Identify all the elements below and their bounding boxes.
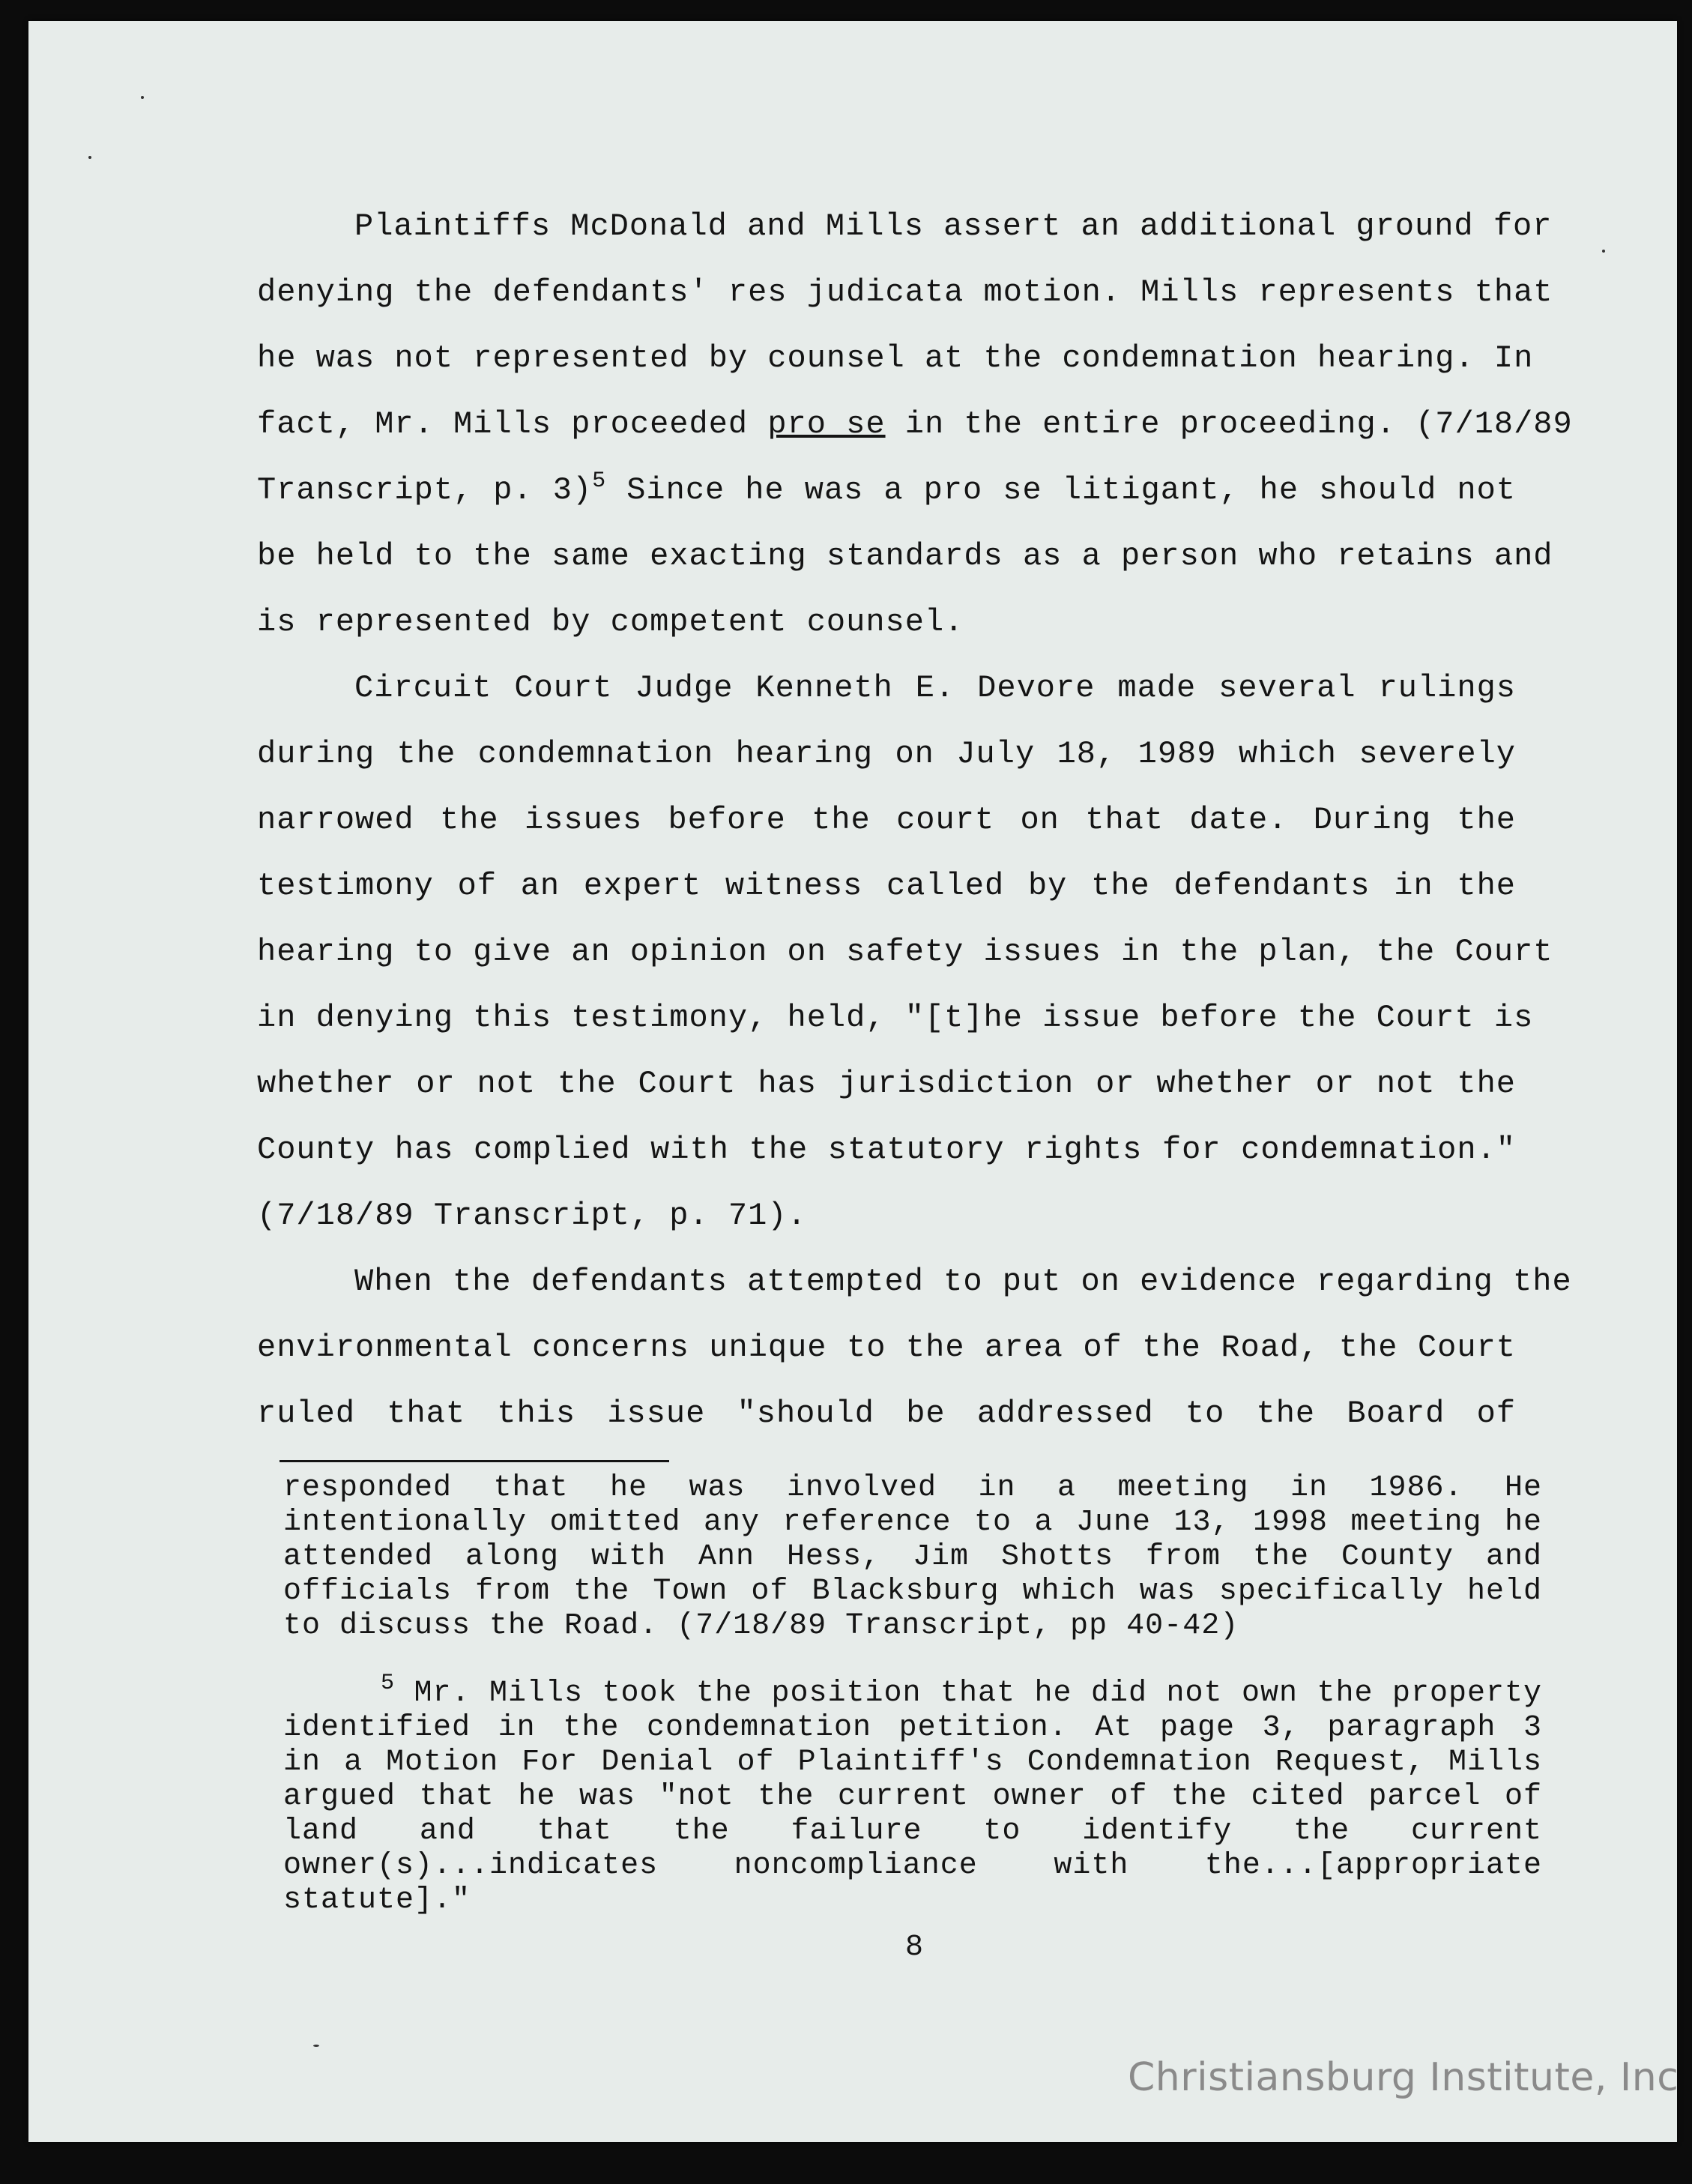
paragraph-line xyxy=(257,391,1573,457)
paragraph-line: is represented by competent counsel. xyxy=(257,604,964,640)
footnote-line: attended along with Ann Hess, Jim Shotts from the County and xyxy=(283,1540,1542,1574)
footnote-line: intentionally omitted any reference to a June 13, 1998 meeting he xyxy=(283,1506,1542,1539)
footnote-continued xyxy=(283,1471,1542,1644)
footnote-number-5: 5 xyxy=(381,1671,396,1696)
scan-speck xyxy=(1602,250,1605,253)
paragraph-line: environmental concerns unique to the area of the Road, the Court xyxy=(257,1330,1516,1366)
line-text: Transcript, p. 3) xyxy=(257,472,593,508)
footnote-line xyxy=(283,1671,1542,1711)
paragraph-line: ruled that this issue "should be addressed to the Board of xyxy=(257,1396,1516,1432)
paragraph-line xyxy=(257,457,1516,523)
paragraph-line: denying the defendants' res judicata motion. Mills represents that xyxy=(257,274,1553,310)
footnote-line: land and that the failure to identify the current xyxy=(283,1815,1542,1848)
footnote-text: Mr. Mills took the position that he did not own the property xyxy=(395,1677,1542,1710)
paragraph-line: When the defendants attempted to put on evidence regarding the xyxy=(354,1264,1572,1300)
footnote-separator xyxy=(280,1460,669,1462)
paragraph-line: (7/18/89 Transcript, p. 71). xyxy=(257,1198,807,1234)
footnote-line: in a Motion For Denial of Plaintiff's Condemnation Request, Mills xyxy=(283,1746,1542,1779)
paragraph-line: be held to the same exacting standards as a person who retains and xyxy=(257,538,1553,574)
footnotes xyxy=(283,1471,1542,1918)
footnote-line: to discuss the Road. (7/18/89 Transcript, pp 40-42) xyxy=(283,1609,1239,1643)
paragraph-line: during the condemnation hearing on July 18, 1989 which severely xyxy=(257,736,1516,772)
paragraph-line: narrowed the issues before the court on that date. During the xyxy=(257,802,1516,838)
footnote-line: officials from the Town of Blacksburg which was specifically held xyxy=(283,1575,1542,1608)
paragraph-line: hearing to give an opinion on safety issues in the plan, the Court xyxy=(257,934,1553,970)
document-page xyxy=(28,21,1677,2142)
paragraph-2 xyxy=(257,655,1553,1249)
footnote-line: argued that he was "not the current owner of the cited parcel of xyxy=(283,1780,1542,1814)
paragraph-3 xyxy=(257,1249,1572,1447)
footnote-marker-5: 5 xyxy=(592,468,607,494)
paragraph-1 xyxy=(257,193,1573,655)
footnote-line: responded that he was involved in a meeting in 1986. He xyxy=(283,1471,1542,1505)
body-text xyxy=(257,193,1573,1447)
paragraph-line: testimony of an expert witness called by the defendants in the xyxy=(257,868,1516,904)
footnote-line: identified in the condemnation petition. At page 3, paragraph 3 xyxy=(283,1711,1542,1745)
paragraph-line: whether or not the Court has jurisdiction or whether or not the xyxy=(257,1066,1516,1102)
scan-speck xyxy=(141,96,144,99)
line-text: Since he was a pro se litigant, he should not xyxy=(606,472,1516,508)
footnote-5 xyxy=(283,1671,1542,1918)
scan-speck xyxy=(88,156,91,159)
footnote-line: owner(s)...indicates noncompliance with the...[appropriate xyxy=(283,1849,1542,1883)
line-text: fact, Mr. Mills proceeded xyxy=(257,406,768,442)
paragraph-line: Plaintiffs McDonald and Mills assert an additional ground for xyxy=(354,208,1553,244)
scan-speck xyxy=(313,2045,319,2047)
paragraph-line: in denying this testimony, held, "[t]he issue before the Court is xyxy=(257,1000,1534,1036)
footnote-line: statute]." xyxy=(283,1883,471,1917)
line-text: in the entire proceeding. (7/18/89 xyxy=(885,406,1573,442)
paragraph-line: County has complied with the statutory rights for condemnation." xyxy=(257,1132,1516,1168)
paragraph-line: he was not represented by counsel at the condemnation hearing. In xyxy=(257,340,1534,376)
pro-se-underlined: pro se xyxy=(767,406,886,442)
page-number: 8 xyxy=(905,1931,924,1964)
watermark: Christiansburg Institute, Inc xyxy=(1128,2055,1679,2100)
paragraph-line: Circuit Court Judge Kenneth E. Devore made several rulings xyxy=(354,670,1516,706)
